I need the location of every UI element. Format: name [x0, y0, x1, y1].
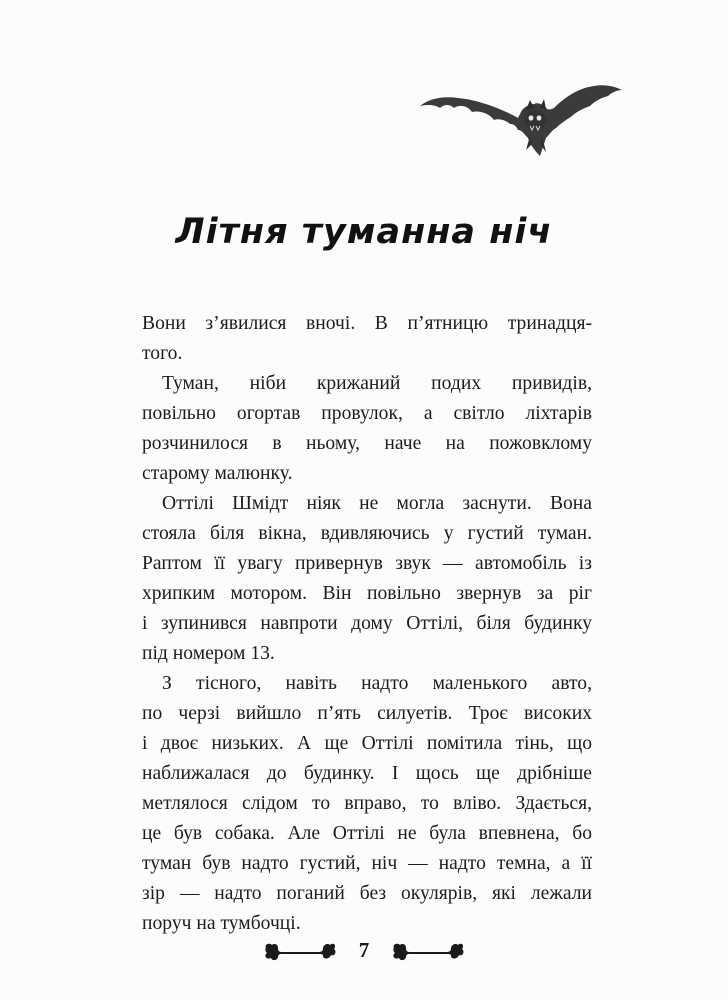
text-line: це був собака. Але Оттілі не була впевнена, бо — [142, 823, 592, 844]
bat-icon — [418, 80, 624, 166]
page-number: 7 — [358, 938, 370, 962]
text-line: стояла біля вікна, вдивляючись у густий туман. — [142, 523, 592, 544]
chapter-body — [142, 309, 592, 939]
text-line: туман був надто густий, ніч — надто темна, а її — [142, 853, 592, 874]
text-line: поруч на тумбочці. — [142, 913, 301, 934]
text-line: того. — [142, 343, 183, 364]
text-line: під номером 13. — [142, 643, 275, 664]
text-line: зір — надто поганий без окулярів, які лежали — [142, 883, 592, 904]
page-footer — [0, 936, 728, 976]
text-line: Туман, ніби крижаний подих привидів, — [162, 373, 592, 394]
text-line: З тісного, навіть надто маленького авто, — [162, 673, 592, 694]
text-line: метлялося слідом то вправо, то вліво. Здається, — [142, 793, 592, 814]
text-line: і зупинився навпроти дому Оттілі, біля будинку — [142, 613, 592, 634]
text-line: і двоє низьких. А ще Оттілі помітила тінь, що — [142, 733, 592, 754]
chapter-title: Літня туманна ніч — [175, 212, 553, 252]
text-line: хрипким мотором. Він повільно звернув за ріг — [142, 583, 592, 604]
text-line: розчинилося в ньому, наче на пожовклому — [142, 433, 592, 454]
text-line: повільно огортав провулок, а світло ліхтарів — [142, 403, 592, 424]
text-line: Оттілі Шмідт ніяк не могла заснути. Вона — [162, 493, 592, 514]
text-line: наближалася до будинку. І щось ще дрібніше — [142, 763, 592, 784]
bone-icon — [264, 942, 336, 964]
text-line: по черзі вийшло п’ять силуетів. Троє високих — [142, 703, 592, 724]
text-line: Раптом її увагу привернув звук — автомобіль із — [142, 553, 592, 574]
text-line: старому малюнку. — [142, 463, 293, 484]
text-line: Вони з’явилися вночі. В п’ятницю тринадця- — [142, 313, 592, 334]
bone-icon — [392, 942, 464, 964]
